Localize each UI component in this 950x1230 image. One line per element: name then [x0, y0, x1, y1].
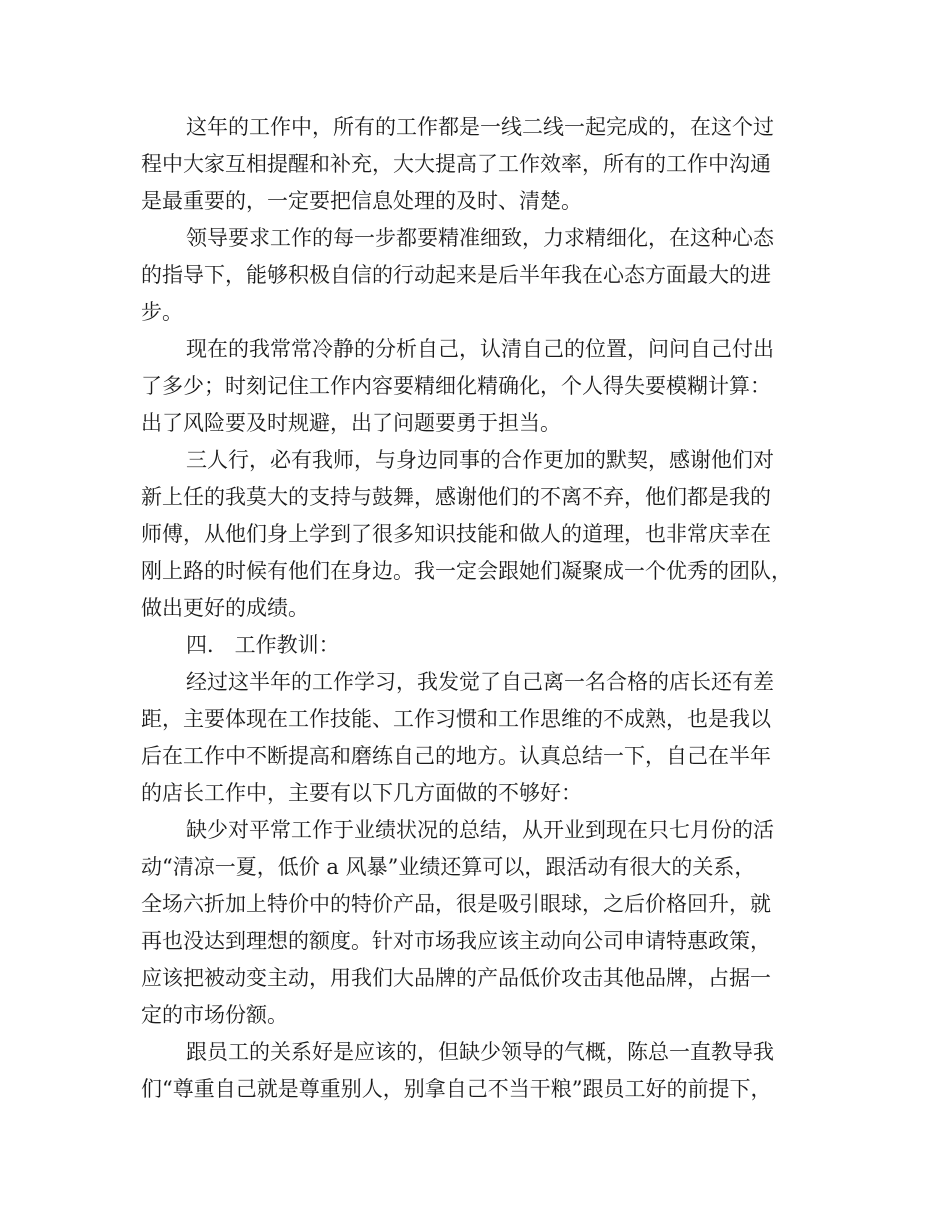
text-line: 刚上路的时候有他们在身边。我一定会跟她们凝聚成一个优秀的团队， [141, 559, 792, 583]
text-line: 距，主要体现在工作技能、工作习惯和工作思维的不成熟，也是我以 [141, 707, 771, 731]
text-line: 三人行，必有我师，与身边同事的合作更加的默契，感谢他们对 [186, 448, 774, 472]
text-line: 步。 [141, 300, 183, 324]
text-line: 动“清凉一夏，低价 a 风暴”业绩还算可以，跟活动有很大的关系， [141, 855, 756, 879]
text-line: 新上任的我莫大的支持与鼓舞，感谢他们的不离不弃，他们都是我的 [141, 485, 771, 509]
text-line: 程中大家互相提醒和补充，大大提高了工作效率，所有的工作中沟通 [141, 152, 771, 176]
text-line: 这年的工作中，所有的工作都是一线二线一起完成的，在这个过 [186, 115, 774, 139]
text-line: 缺少对平常工作于业绩状况的总结，从开业到现在只七月份的活 [186, 818, 774, 842]
text-line: 是最重要的，一定要把信息处理的及时、清楚。 [141, 189, 582, 213]
text-line: 定的市场份额。 [141, 1003, 288, 1027]
text-line: 的指导下，能够积极自信的行动起来是后半年我在心态方面最大的进 [141, 263, 771, 287]
text-line: 应该把被动变主动，用我们大品牌的产品低价攻击其他品牌，占据一 [141, 966, 771, 990]
text-line: 做出更好的成绩。 [141, 596, 309, 620]
text-line: 再也没达到理想的额度。针对市场我应该主动向公司申请特惠政策， [141, 929, 771, 953]
text-line: 的店长工作中，主要有以下几方面做的不够好： [141, 781, 582, 805]
document-body [141, 109, 807, 1108]
text-line: 们“尊重自己就是尊重别人，别拿自己不当干粮”跟员工好的前提下， [141, 1077, 772, 1101]
text-line: 四． 工作教训： [186, 633, 340, 657]
text-line: 了多少；时刻记住工作内容要精细化精确化，个人得失要模糊计算： [141, 374, 771, 398]
text-line: 跟员工的关系好是应该的，但缺少领导的气概，陈总一直教导我 [186, 1040, 774, 1064]
text-line: 全场六折加上特价中的特价产品，很是吸引眼球，之后价格回升，就 [141, 892, 771, 916]
text-line: 经过这半年的工作学习，我发觉了自己离一名合格的店长还有差 [186, 670, 774, 694]
text-line: 出了风险要及时规避，出了问题要勇于担当。 [141, 411, 561, 435]
text-line: 领导要求工作的每一步都要精准细致，力求精细化，在这种心态 [186, 226, 774, 250]
text-line: 现在的我常常冷静的分析自己，认清自己的位置，问问自己付出 [186, 337, 774, 361]
text-line: 后在工作中不断提高和磨练自己的地方。认真总结一下，自己在半年 [141, 744, 771, 768]
text-line: 师傅，从他们身上学到了很多知识技能和做人的道理，也非常庆幸在 [141, 522, 771, 546]
